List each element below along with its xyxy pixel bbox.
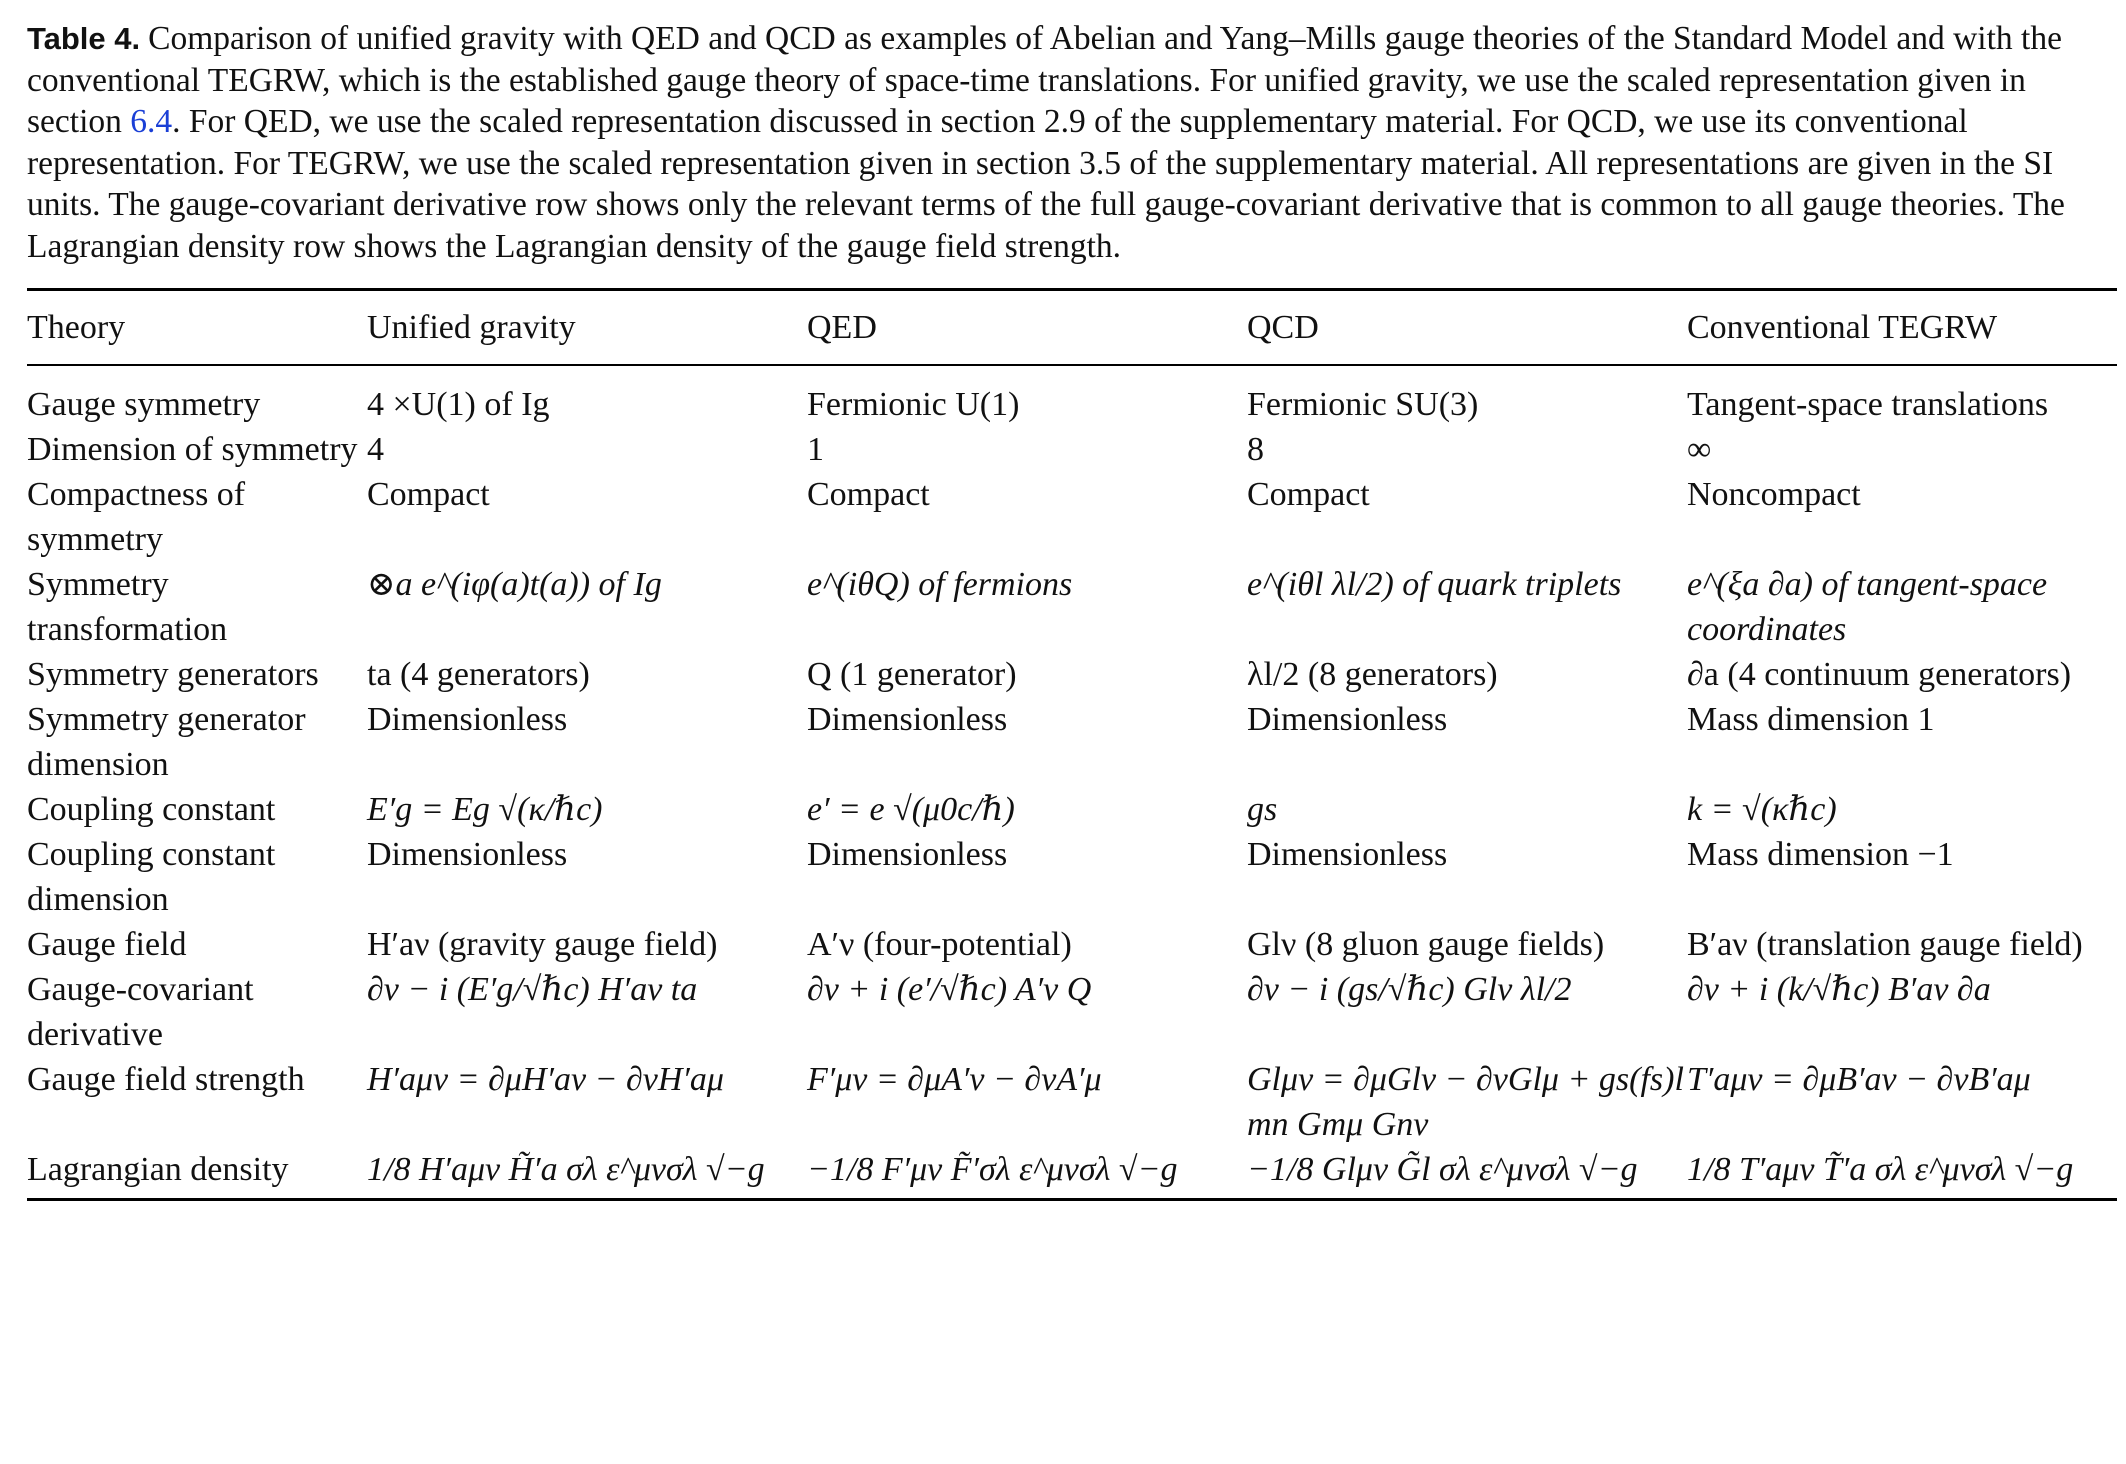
row-label: Symmetry transformation	[27, 566, 228, 648]
table-row	[27, 1147, 2117, 1200]
table-row	[27, 922, 2117, 967]
col-header-theory: Theory	[27, 309, 126, 346]
row-label: Gauge field strength	[27, 1061, 305, 1098]
cell: Fermionic SU(3)	[1247, 386, 1479, 423]
cell: Mass dimension 1	[1687, 701, 1935, 738]
cell: 4	[367, 431, 384, 468]
cell: Noncompact	[1687, 476, 1861, 513]
cell: Tangent-space translations	[1687, 386, 2049, 423]
cell: T′aμν = ∂μB′aν − ∂νB′aμ	[1687, 1061, 2031, 1098]
row-label: Symmetry generator dimension	[27, 701, 306, 783]
cell: −1/8 F′μν F̃′σλ ε^μνσλ √−g	[807, 1151, 1178, 1188]
cell: 4 ×U(1) of Ig	[367, 386, 550, 423]
row-label: Lagrangian density	[27, 1151, 289, 1188]
cell: Glν (8 gluon gauge fields)	[1247, 926, 1605, 963]
col-header-qed: QED	[807, 309, 877, 346]
row-label: Coupling constant dimension	[27, 836, 276, 918]
table-row	[27, 427, 2117, 472]
cell: Compact	[807, 476, 930, 513]
cell: B′aν (translation gauge field)	[1687, 926, 2083, 963]
cell: Dimensionless	[1247, 836, 1448, 873]
cell: e^(iθl λl/2) of quark triplets	[1247, 566, 1622, 603]
cell: Dimensionless	[807, 836, 1008, 873]
table-row	[27, 652, 2117, 697]
comparison-table	[27, 288, 2117, 1201]
cell: 1/8 T′aμν T̃′a σλ ε^μνσλ √−g	[1687, 1151, 2074, 1188]
cell: λl/2 (8 generators)	[1247, 656, 1498, 693]
row-label: Compactness of symmetry	[27, 476, 246, 558]
cell: 8	[1247, 431, 1264, 468]
cell: Dimensionless	[1247, 701, 1448, 738]
row-label: Gauge-covariant derivative	[27, 971, 254, 1053]
col-header-unified-gravity: Unified gravity	[367, 309, 576, 346]
row-label: Dimension of symmetry	[27, 431, 358, 468]
cell: ∂a (4 continuum generators)	[1687, 656, 2072, 693]
section-link[interactable]: 6.4	[130, 103, 173, 140]
cell: Glμν = ∂μGlν − ∂νGlμ + gs(fs)l mn Gmμ Gnν	[1247, 1061, 1684, 1143]
cell: −1/8 Glμν G̃l σλ ε^μνσλ √−g	[1247, 1151, 1638, 1188]
cell: ∂ν − i (E′g/√ℏc) H′aν ta	[367, 971, 698, 1008]
cell: Dimensionless	[807, 701, 1008, 738]
cell: E′g = Eg √(κ/ℏc)	[367, 791, 603, 828]
cell: Compact	[367, 476, 490, 513]
cell: k = √(κℏc)	[1687, 791, 1837, 828]
table-caption	[27, 18, 2117, 267]
cell: ⊗a e^(iφ(a)t(a)) of Ig	[367, 566, 662, 603]
cell: e^(iθQ) of fermions	[807, 566, 1073, 603]
caption-label: Table 4.	[27, 21, 141, 56]
row-label: Symmetry generators	[27, 656, 319, 693]
cell: ∂ν − i (gs/√ℏc) Glν λl/2	[1247, 971, 1572, 1008]
cell: A′ν (four-potential)	[807, 926, 1072, 963]
row-label: Coupling constant	[27, 791, 276, 828]
caption-text-2: . For QED, we use the scaled representation discussed in section 2.9 of the supplementary material. For QCD, we use its conventional representation. For TEGRW, we use the scaled representation given in section 3.5 of the supplementary material. All representations are given in the SI units. The gauge-covariant derivative row shows only the relevant terms of the full gauge-covariant derivative that is common to all gauge theories. The Lagrangian density row shows the Lagrangian density of the gauge field strength.	[27, 103, 2065, 265]
cell: H′aν (gravity gauge field)	[367, 926, 718, 963]
header-row	[27, 290, 2117, 366]
row-label: Gauge field	[27, 926, 187, 963]
cell: ∂ν + i (k/√ℏc) B′aν ∂a	[1687, 971, 1991, 1008]
table-row	[27, 697, 2117, 787]
table-row	[27, 1057, 2117, 1147]
cell: Dimensionless	[367, 701, 568, 738]
cell: Q (1 generator)	[807, 656, 1017, 693]
cell: ∞	[1687, 431, 1712, 468]
cell: Compact	[1247, 476, 1370, 513]
table-row	[27, 472, 2117, 562]
page	[27, 18, 2117, 1201]
table-row	[27, 562, 2117, 652]
cell: 1	[807, 431, 824, 468]
col-header-qcd: QCD	[1247, 309, 1319, 346]
table-row	[27, 832, 2117, 922]
cell: e′ = e √(μ0c/ℏ)	[807, 791, 1015, 828]
cell: H′aμν = ∂μH′aν − ∂νH′aμ	[367, 1061, 724, 1098]
cell: 1/8 H′aμν H̃′a σλ ε^μνσλ √−g	[367, 1151, 765, 1188]
col-header-tegrw: Conventional TEGRW	[1687, 309, 1998, 346]
cell: Dimensionless	[367, 836, 568, 873]
table-row	[27, 967, 2117, 1057]
caption-text-1: Comparison of unified gravity with QED and QCD as examples of Abelian and Yang–Mills gauge theories of the Standard Model and with the conventional TEGRW, which is the established gauge theory of space-time translations. For unified gravity, we use the scaled representation given in section	[27, 20, 2062, 140]
cell: e^(ξa ∂a) of tangent-space coordinates	[1687, 566, 2048, 648]
cell: ∂ν + i (e′/√ℏc) A′ν Q	[807, 971, 1092, 1008]
cell: F′μν = ∂μA′ν − ∂νA′μ	[807, 1061, 1102, 1098]
table-row	[27, 787, 2117, 832]
cell: Mass dimension −1	[1687, 836, 1954, 873]
cell: gs	[1247, 791, 1278, 828]
cell: ta (4 generators)	[367, 656, 590, 693]
row-label: Gauge symmetry	[27, 386, 261, 423]
cell: Fermionic U(1)	[807, 386, 1020, 423]
table-row	[27, 365, 2117, 427]
